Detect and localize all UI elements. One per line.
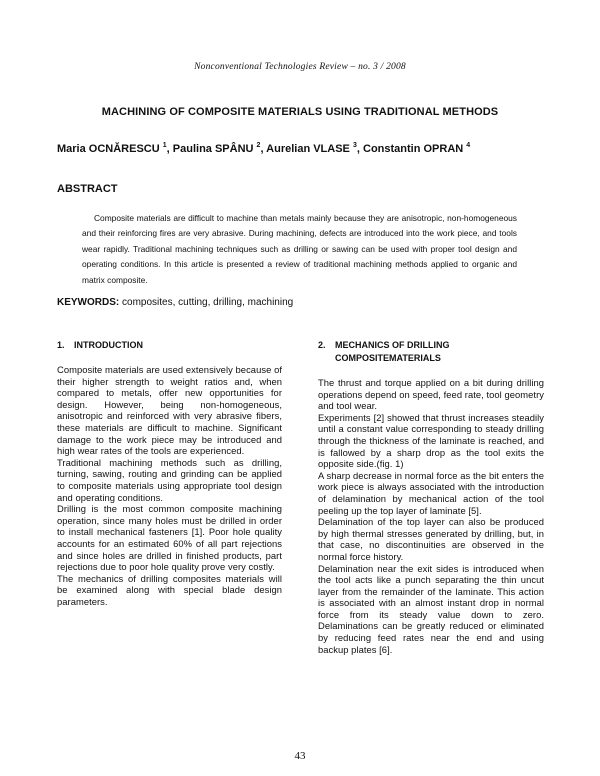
- paragraph: The thrust and torque applied on a bit during drilling operations depend on speed, feed rate, tool geometry and tool wear.: [318, 377, 544, 412]
- author-affiliation: 1: [162, 142, 167, 149]
- section-number: 2.: [318, 340, 326, 350]
- paragraph: A sharp decrease in normal force as the bit enters the work piece is always associated with the introduction of delamination by mechanical action of the tool peeling up the top layer of laminate [5].: [318, 469, 544, 516]
- paragraph: Composite materials are used extensively because of their higher strength to weight ratios and, when compared to metals, offer new opportunities for design. However, being non-homogeneous, anisotropic and reinforced with very abrasive fibers, these materials are difficult to machine. Significant damage to the work piece may be introduced and high wear rates of the tools are experienced.: [57, 364, 282, 457]
- section-title-continued: COMPOSITEMATERIALS: [335, 353, 441, 363]
- page-number: 43: [294, 750, 306, 762]
- section-number: 1.: [57, 340, 65, 350]
- paragraph: Delamination of the top layer can also be produced by high thermal stresses generated by drilling, but, in that case, no discontinuities are observed in the normal force history.: [318, 516, 544, 562]
- column-right: [318, 377, 544, 655]
- author-name: Constantin OPRAN: [363, 143, 464, 155]
- author-name: Paulina SPÂNU: [172, 143, 254, 155]
- author-separator: ,: [260, 143, 267, 155]
- keywords: [57, 297, 293, 308]
- author-name: Aurelian VLASE: [266, 143, 350, 155]
- paragraph: The mechanics of drilling composites materials will be examined along with special blade design parameters.: [57, 572, 282, 607]
- section-1-heading: [57, 339, 143, 352]
- keywords-label: KEYWORDS:: [57, 297, 120, 308]
- section-2-heading: [318, 339, 548, 365]
- paragraph: Experiments [2] showed that thrust increases steadily until a constant value corresponding to steady drilling through the thickness of the laminate is reached, and is fallowed by a sharp drop as the tool exits the opposite side.(fig. 1): [318, 411, 544, 470]
- paragraph: Delamination near the exit sides is introduced when the tool acts like a punch separating the thin uncut layer from the remainder of the laminate. This action is associated with an almost instant drop in normal force from its steady value down to zero. Delaminations can be greatly reduced or eliminated by reducing feed rates near the end and using backup plates [6].: [318, 562, 544, 655]
- paper-title: MACHINING OF COMPOSITE MATERIALS USING TRADITIONAL METHODS: [101, 106, 499, 118]
- paragraph: Traditional machining methods such as drilling, turning, sawing, routing and grinding can be applied to composite materials using appropriate tool design and operating conditions.: [57, 456, 282, 503]
- keywords-list: composites, cutting, drilling, machining: [119, 297, 294, 308]
- section-title: MECHANICS OF DRILLING: [335, 340, 450, 350]
- section-title: INTRODUCTION: [74, 340, 143, 350]
- author-list: [57, 143, 470, 155]
- journal-header: Nonconventional Technologies Review – no. 3 / 2008: [194, 62, 406, 72]
- abstract-text: Composite materials are difficult to machine than metals mainly because they are anisotropic, non-homogeneous and their reinforcing fires are very abrasive. During machining, defects are introduced into the work piece, and tools wear rapidly. Traditional machining techniques such as drilling or sawing can be used with proper tool design and operating conditions. In this article is presented a review of traditional machining methods applied to organic and matrix composite.: [82, 213, 517, 285]
- paragraph: Drilling is the most common composite machining operation, since many holes must be drilled in order to install mechanical fasteners [1]. Poor hole quality accounts for an estimated 60% of all part rejections and since holes are drilled in finished products, part rejections due to poor hole quality prove very costly.: [57, 503, 282, 573]
- abstract-heading: ABSTRACT: [57, 183, 118, 195]
- author-name: Maria OCNĂRESCU: [57, 143, 160, 155]
- author-separator: ,: [166, 143, 173, 155]
- author-affiliation: 4: [466, 142, 471, 149]
- column-left: [57, 364, 282, 607]
- author-separator: ,: [356, 143, 363, 155]
- author-affiliation: 3: [352, 142, 357, 149]
- author-affiliation: 2: [256, 142, 261, 149]
